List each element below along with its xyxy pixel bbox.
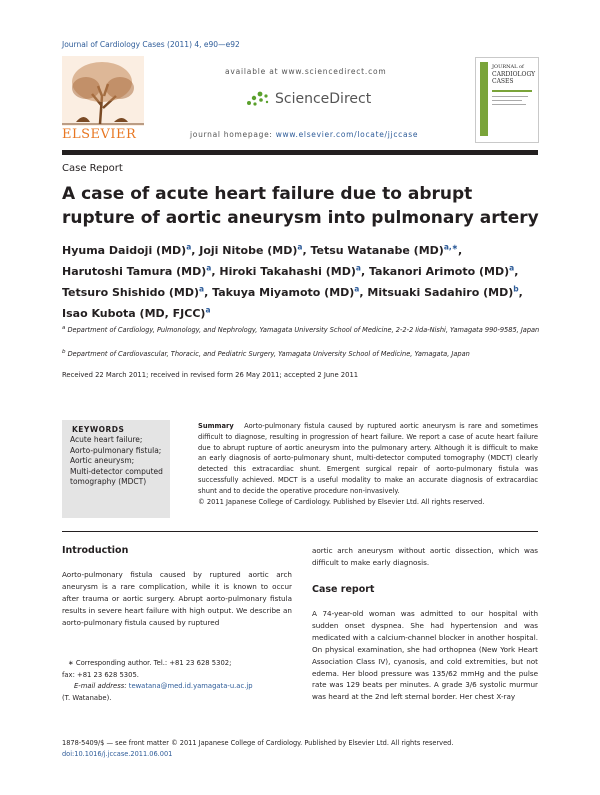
summary-copyright: © 2011 Japanese College of Cardiology. Published by Elsevier Ltd. All rights reserved. xyxy=(198,497,485,506)
author: Harutoshi Tamura (MD)$^a$, xyxy=(62,263,220,278)
summary-label: Summary xyxy=(198,422,234,430)
summary-text: Aorto-pulmonary fistula caused by ruptured aortic aneurysm is rare and sometimes difficult to diagnose, resulting in progression of heart failure. We report a case of acute heart failure due to abrupt rupture of aortic aneurysm into the pulmonary artery. Although it is difficult to make an early diagnosis of aorto-pulmonary shunt, multi-detector computed tomography (MDCT) clearly detected this extracardiac shunt. Emergent surgical repair of aorto-pulmonary fistula was successfully achieved. MDCT is a useful modality to make an accurate diagnosis of extracardiac shunt and to decide the operative procedure non-invasively. xyxy=(198,422,538,495)
header-rule xyxy=(62,150,538,155)
continued-text: aortic arch aneurysm without aortic dissection, which was difficult to make early diagnosis. xyxy=(312,546,538,567)
keyword-item: Aortic aneurysm; xyxy=(70,456,135,465)
author: Mitsuaki Sadahiro (MD)$^b$, xyxy=(367,284,523,299)
homepage-label: journal homepage: xyxy=(190,130,276,139)
article-type: Case Report xyxy=(62,163,123,174)
cover-title-line-3: CASES xyxy=(492,78,514,85)
sciencedirect-wordmark: ScienceDirect xyxy=(275,91,372,107)
author: Takuya Miyamoto (MD)$^a$, xyxy=(212,284,368,299)
author: Tetsuro Shishido (MD)$^a$, xyxy=(62,284,213,299)
footnote-email-line: E-mail address: tewatana@med.id.yamagata-u.ac.jp xyxy=(74,682,253,691)
imprint xyxy=(62,738,453,760)
author: Tetsu Watanabe (MD)$^{a,∗}$, xyxy=(310,242,463,257)
affiliation-a: $^a$ Department of Cardiology, Pulmonology, and Nephrology, Yamagata University School of Medicine, 2-2-2 Iida-Nishi, Yamagata 990-9585, Japan xyxy=(62,325,540,335)
keyword-item: Multi-detector computed tomography (MDCT) xyxy=(70,466,163,486)
author: Joji Nitobe (MD)$^a$, xyxy=(199,242,311,257)
affiliation-b: $^b$ Department of Cardiovascular, Thoracic, and Pediatric Surgery, Yamagata University School of Medicine, Yamagata, Japan xyxy=(62,349,470,359)
author: Hiroki Takahashi (MD)$^a$, xyxy=(219,263,369,278)
article-history: Received 22 March 2011; received in revised form 26 May 2011; accepted 2 June 2011 xyxy=(62,371,359,379)
author-list xyxy=(62,238,542,323)
introduction-heading: Introduction xyxy=(62,545,129,556)
imprint-line: 1878-5409/$ — see front matter © 2011 Japanese College of Cardiology. Published by Elsevier Ltd. All rights reserved. xyxy=(62,739,454,747)
case-report-heading: Case report xyxy=(312,584,375,595)
homepage-link[interactable]: www.elsevier.com/locate/jjccase xyxy=(275,130,419,139)
journal-homepage-line xyxy=(190,130,418,139)
case-report-text: A 74-year-old woman was admitted to our hospital with sudden onset dyspnea. She had hypertension and was medicated with a calcium-channel blocker in another hospital. On physical examination, she had orthopnea (New York Heart Association Class IV), cyanosis, and cold extremities, but not edema. Her blood pressure was 135/62 mmHg and the pulse rate was 129 beats per minutes. A grade 3/6 systolic murmur was heard at the 2nd left sternal border. Her chest X-ray xyxy=(312,609,538,702)
email-link[interactable]: tewatana@med.id.yamagata-u.ac.jp xyxy=(128,682,253,691)
elsevier-wordmark: ELSEVIER xyxy=(62,127,137,142)
keywords-heading: KEYWORDS xyxy=(72,425,125,434)
footnote-line: ∗ Corresponding author. Tel.: +81 23 628 5302; xyxy=(68,659,232,667)
author: Isao Kubota (MD, FJCC)$^a$ xyxy=(62,305,211,321)
footnote-line: fax: +81 23 628 5305. xyxy=(62,670,139,679)
introduction-text: Aorto-pulmonary fistula caused by ruptured aortic arch aneurysm is a rare complication, while it is known to occur after trauma or aortic surgery. Abrupt aorto-pulmonary fistula results in severe heart failure with high output. We describe an aorto-pulmonary fistula caused by ruptured xyxy=(62,570,292,627)
availability-line[interactable]: available at www.sciencedirect.com xyxy=(225,67,387,76)
doi-link[interactable]: doi:10.1016/j.jccase.2011.06.001 xyxy=(62,749,173,758)
corresponding-author-footnote xyxy=(62,658,292,704)
journal-cover xyxy=(475,57,539,143)
sciencedirect-logo[interactable] xyxy=(245,90,371,108)
journal-reference[interactable]: Journal of Cardiology Cases (2011) 4, e90—e92 xyxy=(62,40,240,49)
abstract-rule xyxy=(62,531,538,532)
sciencedirect-dots-icon xyxy=(245,90,271,108)
keywords-list xyxy=(70,435,170,488)
article-title: A case of acute heart failure due to abrupt rupture of aortic aneurysm into pulmonary artery xyxy=(62,184,539,228)
footnote-line: (T. Watanabe). xyxy=(62,693,112,702)
abstract xyxy=(198,421,538,507)
cover-title-line-2: CARDIOLOGY xyxy=(492,71,536,78)
keyword-item: Acute heart failure; xyxy=(70,435,143,444)
author: Takanori Arimoto (MD)$^a$, xyxy=(368,263,519,278)
cover-title-line-1: JOURNAL of xyxy=(492,64,524,70)
keyword-item: Aorto-pulmonary fistula; xyxy=(70,445,162,455)
author: Hyuma Daidoji (MD)$^a$, xyxy=(62,242,200,257)
